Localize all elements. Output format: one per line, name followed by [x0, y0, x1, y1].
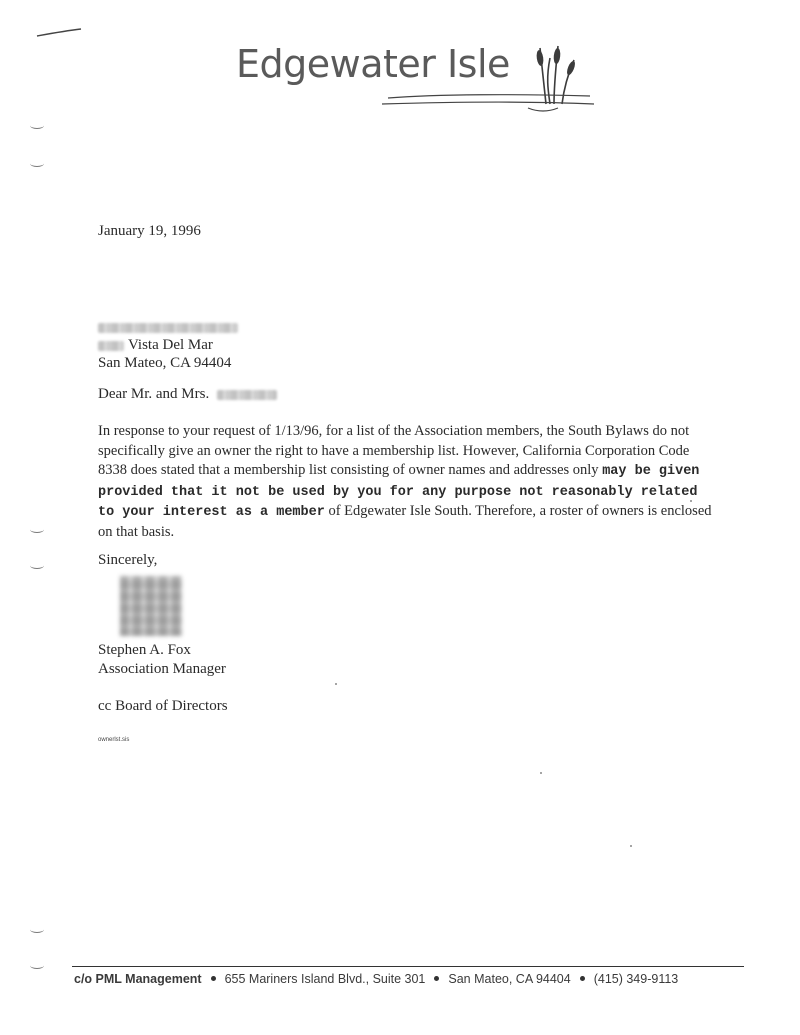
letterhead	[236, 38, 596, 118]
recipient-city: San Mateo, CA 94404	[98, 355, 232, 371]
recipient-street	[98, 336, 238, 354]
signature-redacted	[120, 576, 182, 636]
scan-mark	[30, 160, 44, 167]
redaction	[217, 390, 277, 400]
footer-org: c/o PML Management	[74, 972, 202, 986]
footer-phone: (415) 349-9113	[593, 972, 679, 986]
bullet-icon	[580, 976, 585, 981]
file-reference: ownerlst.sis	[98, 737, 130, 743]
pen-stroke-mark	[36, 28, 82, 38]
recipient-address	[98, 318, 238, 372]
scan-mark	[30, 926, 44, 933]
recipient-name-redacted	[98, 318, 238, 336]
cattail-logo-icon	[378, 38, 598, 118]
footer-rule	[72, 966, 744, 967]
scan-mark	[30, 122, 44, 129]
footer	[74, 972, 754, 986]
speck	[630, 845, 632, 847]
scan-mark	[30, 526, 44, 533]
bullet-icon	[434, 976, 439, 981]
signer-title: Association Manager	[98, 661, 226, 677]
redaction	[98, 323, 238, 333]
salutation-text: Dear Mr. and Mrs.	[98, 386, 210, 402]
footer-address: 655 Mariners Island Blvd., Suite 301	[224, 972, 426, 986]
salutation	[98, 385, 277, 404]
scan-mark	[30, 962, 44, 969]
body-text: of Edgewater Isle South. Therefore, a roster of owners is enclosed on that basis.	[98, 503, 712, 540]
closing: Sincerely,	[98, 552, 158, 568]
body-text: In response to your request of 1/13/96, for a list of the Association members, the South Bylaws do not specifically give an owner the right to have a membership list. However, California Corporation Code 8338 does stated that a membership list consisting of owner names and addresses only	[98, 423, 690, 478]
scan-mark	[30, 562, 44, 569]
street-text: Vista Del Mar	[128, 337, 213, 353]
speck	[690, 500, 692, 502]
letter-date: January 19, 1996	[98, 223, 201, 239]
footer-city: San Mateo, CA 94404	[448, 972, 571, 986]
signer-name: Stephen A. Fox	[98, 642, 191, 658]
cc-line: cc Board of Directors	[98, 698, 228, 714]
speck	[540, 772, 542, 774]
logo-wordmark: Edgewater Isle	[236, 42, 510, 86]
body-emphasis: may be given provided that it not be used by you for any purpose not reasonably related to your interest as a member	[98, 464, 700, 520]
speck	[335, 683, 337, 685]
letter-body	[98, 422, 718, 542]
bullet-icon	[211, 976, 216, 981]
redaction	[98, 341, 124, 351]
